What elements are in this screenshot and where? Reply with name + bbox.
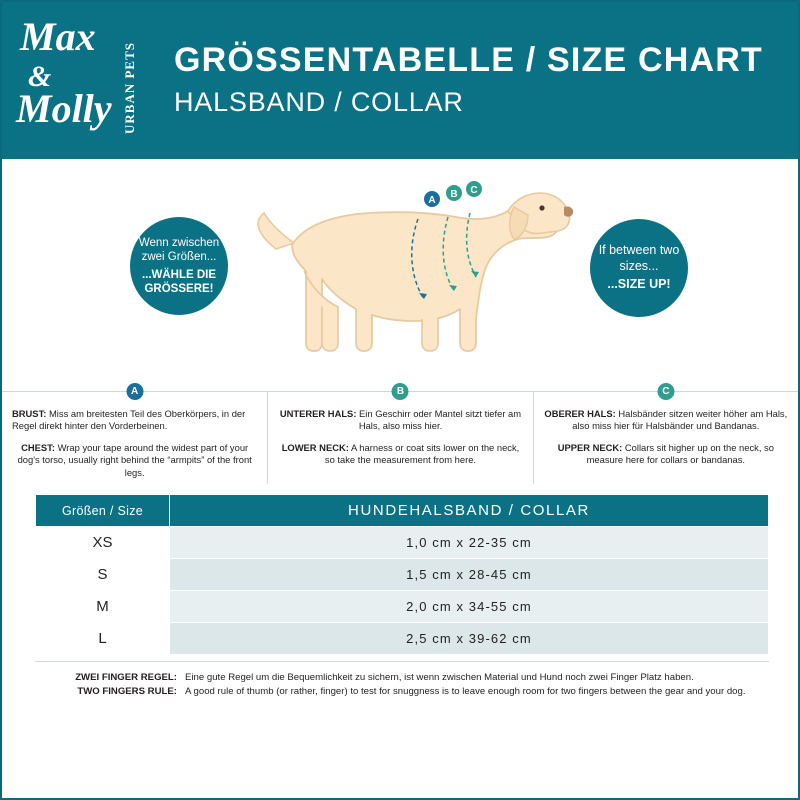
- note-upper-neck: [533, 386, 798, 484]
- callout-bubble-de: [130, 217, 228, 315]
- size-table: [35, 494, 769, 655]
- table-row: [36, 591, 769, 623]
- svg-text:B: B: [450, 189, 458, 200]
- page-subtitle: HALSBAND / COLLAR: [174, 86, 464, 117]
- callout-bubble-en: [590, 219, 688, 317]
- svg-text:Molly: Molly: [16, 86, 112, 131]
- two-finger-rule: [35, 671, 769, 700]
- two-finger-rule-en: [35, 685, 769, 699]
- callout-en-bottom: ...SIZE UP!: [607, 277, 671, 292]
- note-chest-de-text: Miss am breitesten Teil des Oberkörpers, in der Regel direkt hinter den Vorderbeinen.: [12, 408, 246, 432]
- row-value-s: 1,5 cm x 28-45 cm: [170, 559, 769, 591]
- row-value-m: 2,0 cm x 34-55 cm: [170, 591, 769, 623]
- two-finger-rule-de-label: ZWEI FINGER REGEL:: [75, 672, 177, 683]
- two-finger-rule-en-text: A good rule of thumb (or rather, finger) to test for snuggness is to leave enough room for two fingers between the gear and your dog.: [185, 686, 746, 698]
- marker-a-icon: A: [126, 383, 143, 400]
- two-finger-rule-en-label: TWO FINGERS RULE:: [77, 686, 177, 698]
- row-value-xs: 1,0 cm x 22-35 cm: [170, 527, 769, 559]
- note-lower-neck-en-label: LOWER NECK:: [281, 441, 349, 453]
- page-title: GRÖSSENTABELLE / SIZE CHART: [174, 41, 764, 80]
- note-lower-neck-de: [278, 408, 522, 433]
- note-lower-neck-en-text: A harness or coat sits lower on the neck, so take the measurement from here.: [324, 441, 520, 466]
- header: [2, 2, 798, 159]
- note-chest-en-text: Wrap your tape around the widest part of your dog's torso, usually right behind the “armpits” of the front legs.: [17, 441, 252, 478]
- table-row: [36, 623, 769, 655]
- callout-de-bottom: ...WÄHLE DIE GRÖSSERE!: [141, 268, 217, 295]
- table-header-size: Größen / Size: [36, 495, 170, 527]
- measure-notes: [2, 386, 798, 484]
- row-value-l: 2,5 cm x 39-62 cm: [170, 623, 769, 655]
- callout-de-top: Wenn zwischen zwei Größen...: [138, 236, 220, 264]
- svg-text:&: &: [28, 60, 52, 93]
- note-upper-neck-en-text: Collars sit higher up on the neck, so measure here for collars or bandanas.: [586, 441, 774, 466]
- header-titles: [152, 43, 763, 118]
- svg-text:URBAN PETS: URBAN PETS: [122, 42, 137, 134]
- footer-divider: [35, 661, 769, 662]
- note-upper-neck-en: [544, 442, 788, 467]
- row-size-xs: XS: [36, 527, 170, 559]
- note-chest-en-label: CHEST:: [21, 441, 55, 453]
- illustration-band: [2, 159, 798, 391]
- row-size-l: L: [36, 623, 170, 655]
- note-lower-neck-de-text: Ein Geschirr oder Mantel sitzt tiefer am Hals, also miss hier.: [358, 408, 522, 432]
- svg-text:C: C: [470, 185, 478, 196]
- note-upper-neck-de: [544, 408, 788, 433]
- note-chest: [2, 386, 267, 484]
- note-upper-neck-de-text: Halsbänder sitzen weiter höher am Hals, also miss hier für Halsbänder und Bandanas.: [572, 408, 788, 432]
- brand-logo: [2, 2, 152, 159]
- dog-illustration: [242, 167, 582, 387]
- callout-en-top: If between two sizes...: [598, 243, 680, 273]
- note-chest-de-label: BRUST:: [12, 408, 47, 419]
- note-lower-neck-de-label: UNTERER HALS:: [279, 408, 357, 419]
- svg-text:A: A: [428, 195, 436, 206]
- note-lower-neck-en: [278, 442, 522, 467]
- table-header-product: HUNDEHALSBAND / COLLAR: [170, 495, 769, 527]
- table-row: [36, 527, 769, 559]
- row-size-m: M: [36, 591, 170, 623]
- note-chest-de: [12, 408, 257, 433]
- marker-c-icon: C: [657, 383, 674, 400]
- two-finger-rule-de: [35, 671, 769, 685]
- note-chest-en: [12, 442, 257, 479]
- marker-b-icon: B: [392, 383, 409, 400]
- note-upper-neck-de-label: OBERER HALS:: [544, 408, 616, 419]
- table-header-row: [36, 495, 769, 527]
- note-lower-neck: [267, 386, 532, 484]
- table-row: [36, 559, 769, 591]
- two-finger-rule-de-text: Eine gute Regel um die Bequemlichkeit zu sichern, ist wenn zwischen Material und Hund noch zwei Finger Platz haben.: [185, 672, 694, 683]
- svg-text:Max: Max: [20, 14, 96, 59]
- row-size-s: S: [36, 559, 170, 591]
- note-upper-neck-en-label: UPPER NECK:: [557, 441, 623, 453]
